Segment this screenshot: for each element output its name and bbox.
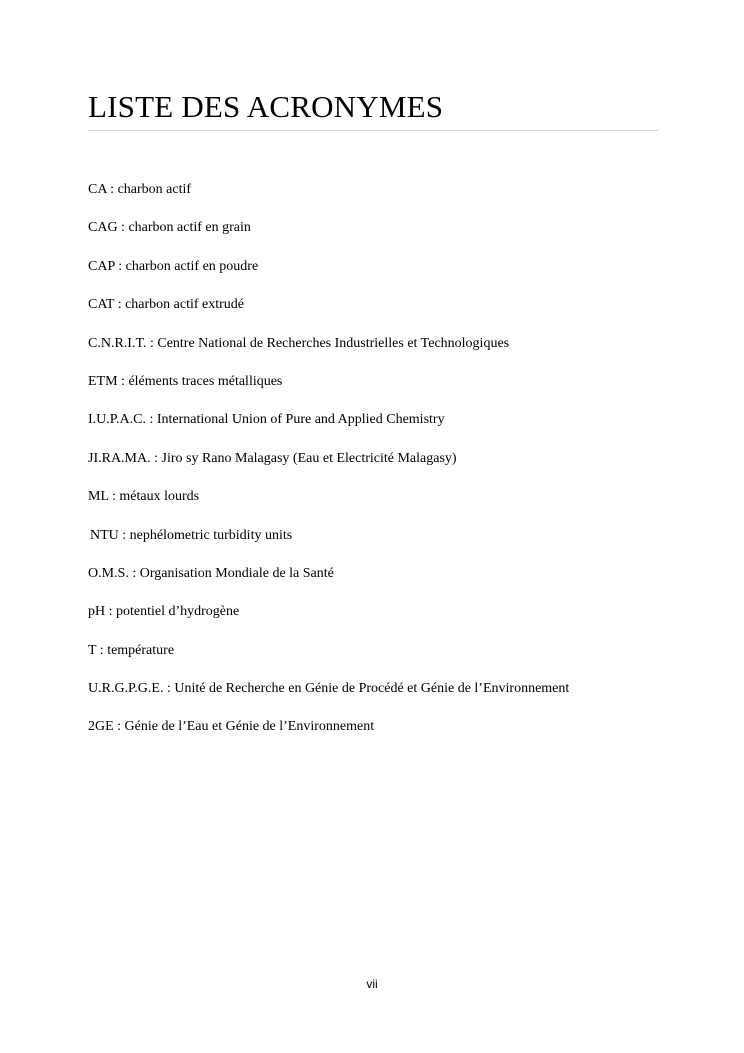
acronym-entry: NTU : nephélometric turbidity units xyxy=(90,527,293,543)
acronym-entry: CAT : charbon actif extrudé xyxy=(88,297,245,313)
acronym-entry: C.N.R.I.T. : Centre National de Recherches Industrielles et Technologiques xyxy=(88,335,510,351)
acronym-entry: ML : métaux lourds xyxy=(88,489,200,505)
acronym-entry: CAG : charbon actif en grain xyxy=(88,220,251,236)
acronym-entry: ETM : éléments traces métalliques xyxy=(88,373,283,389)
page-title: LISTE DES ACRONYMES xyxy=(88,89,444,124)
acronym-entry: I.U.P.A.C. : International Union of Pure and Applied Chemistry xyxy=(88,412,445,428)
acronym-entry: U.R.G.P.G.E. : Unité de Recherche en Génie de Procédé et Génie de l’Environnement xyxy=(88,681,570,697)
title-divider xyxy=(88,130,658,131)
page-number: vii xyxy=(366,977,378,991)
acronym-entry: O.M.S. : Organisation Mondiale de la Santé xyxy=(88,565,334,581)
acronym-entry: JI.RA.MA. : Jiro sy Rano Malagasy (Eau et Electricité Malagasy) xyxy=(88,450,457,466)
acronym-entry: CAP : charbon actif en poudre xyxy=(88,258,259,274)
acronym-entry: 2GE : Génie de l’Eau et Génie de l’Environnement xyxy=(88,719,375,735)
acronym-list xyxy=(88,180,688,756)
acronym-entry: T : température xyxy=(88,642,175,658)
acronym-entry: CA : charbon actif xyxy=(88,182,192,197)
acronym-entry: pH : potentiel d’hydrogène xyxy=(88,604,240,620)
